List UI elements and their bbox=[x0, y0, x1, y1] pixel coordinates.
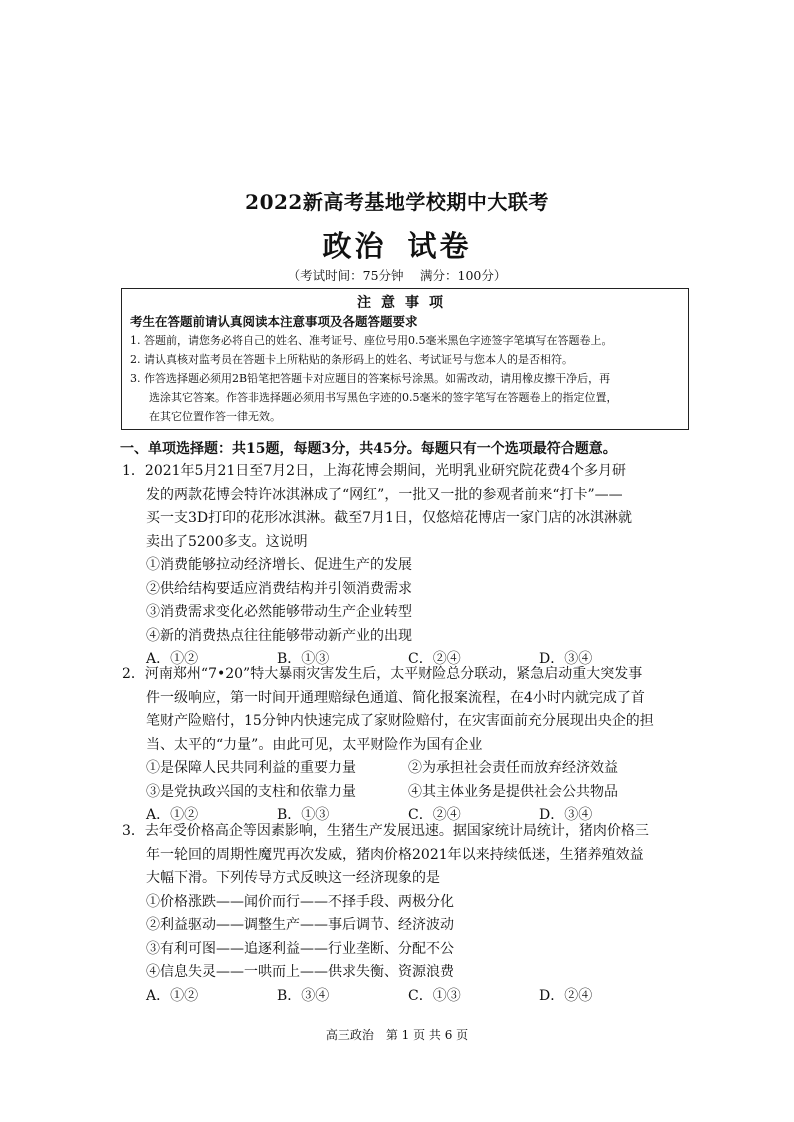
exam-meta: （考试时间：75分钟 满分：100分） bbox=[287, 268, 507, 283]
option-d: D．③④ bbox=[539, 651, 593, 667]
option-a: A．①② bbox=[146, 807, 199, 823]
option-c: C．②④ bbox=[408, 651, 461, 667]
statement: ②为承担社会责任而放弃经济效益 bbox=[408, 760, 618, 776]
statement: ③有利可图——追逐利益——行业垄断、分配不公 bbox=[146, 940, 454, 957]
option-b: B．①③ bbox=[277, 651, 330, 667]
option-a: A．①② bbox=[146, 651, 199, 667]
notice-lead: 考生在答题前请认真阅读本注意事项及各题答题要求 bbox=[130, 314, 418, 329]
question-stem-line: 大幅下滑。下列传导方式反映这一经济现象的是 bbox=[146, 870, 440, 886]
statement: ①价格涨跌——闻价而行——不择手段、两极分化 bbox=[146, 893, 454, 910]
statement: ②供给结构要适应消费结构并引领消费需求 bbox=[146, 580, 412, 597]
statement: ④其主体业务是提供社会公共物品 bbox=[408, 783, 618, 800]
question-stem-line: 笔财产险赔付，15分钟内快速完成了家财险赔付，在灾害面前充分展现出央企的担 bbox=[146, 713, 654, 729]
statement: ③消费需求变化必然能够带动生产企业转型 bbox=[146, 604, 412, 620]
question-stem-line: 卖出了5200多支。这说明 bbox=[146, 533, 308, 550]
question-stem-line: 1．2021年5月21日至7月2日，上海花博会期间，光明乳业研究院花费4个多月研 bbox=[122, 463, 626, 479]
statement-pair bbox=[122, 781, 670, 805]
exam-title: 2022新高考基地学校期中大联考 bbox=[245, 190, 549, 214]
notice-item-3-cont: 选涂其它答案。作答非选择题必须用书写黑色字迹的0.5毫米的签字笔写在答题卷上的指定位置， bbox=[149, 391, 618, 404]
question-1 bbox=[122, 460, 670, 672]
question-stem-line: 2．河南郑州“7•20”特大暴雨灾害发生后，太平财险总分联动，紧急启动重大突发事 bbox=[122, 666, 643, 682]
option-d: D．③④ bbox=[539, 807, 593, 823]
question-stem-line: 买一支3D打印的花形冰淇淋。截至7月1日，仅悠焙花博店一家门店的冰淇淋就 bbox=[146, 510, 632, 526]
notice-item-3-cont2: 在其它位置作答一律无效。 bbox=[149, 410, 281, 423]
option-a: A．①② bbox=[146, 987, 199, 1004]
option-c: C．①③ bbox=[408, 987, 461, 1004]
question-stem-line: 年一轮回的周期性魔咒再次发威，猪肉价格2021年以来持续低迷，生猪养殖效益 bbox=[146, 846, 644, 863]
answer-options bbox=[122, 985, 670, 1009]
question-stem-line: 当、太平的“力量”。由此可见，太平财险作为国有企业 bbox=[146, 736, 483, 753]
statement: ①是保障人民共同利益的重要力量 bbox=[146, 760, 356, 776]
section-heading: 一、单项选择题：共15题，每题3分，共45分。每题只有一个选项最符合题意。 bbox=[120, 441, 617, 457]
question-stem-line: 件一级响应，第一时间开通理赔绿色通道、简化报案流程，在4小时内就完成了首 bbox=[146, 689, 645, 706]
notice-box bbox=[121, 288, 689, 430]
notice-item-2: 2. 请认真核对监考员在答题卡上所粘贴的条形码上的姓名、考试证号与您本人的是否相符。 bbox=[130, 353, 573, 366]
statement: ③是党执政兴国的支柱和依靠力量 bbox=[146, 783, 356, 800]
notice-title: 注意事项 bbox=[357, 295, 453, 311]
statement: ④新的消费热点往往能够带动新产业的出现 bbox=[146, 627, 412, 644]
notice-item-3: 3. 作答选择题必须用2B铅笔把答题卡对应题目的答案标号涂黑。如需改动，请用橡皮擦干净后，再 bbox=[130, 372, 611, 385]
question-3 bbox=[122, 820, 670, 1008]
statement-pair bbox=[122, 757, 670, 781]
statement: ①消费能够拉动经济增长、促进生产的发展 bbox=[146, 557, 412, 573]
statement: ④信息失灵——一哄而上——供求失衡、资源浪费 bbox=[146, 964, 454, 980]
question-stem-line: 3．去年受价格高企等因素影响，生猪生产发展迅速。据国家统计局统计，猪肉价格三 bbox=[122, 823, 649, 839]
question-2 bbox=[122, 663, 670, 828]
option-d: D．②④ bbox=[539, 987, 593, 1004]
statement: ②利益驱动——调整生产——事后调节、经济波动 bbox=[146, 917, 454, 933]
question-stem-line: 发的两款花博会特许冰淇淋成了“网红”，一批又一批的参观者前来“打卡”—— bbox=[146, 486, 623, 503]
notice-item-1: 1. 答题前，请您务必将自己的姓名、准考证号、座位号用0.5毫米黑色字迹签字笔填写在答题卷上。 bbox=[130, 334, 613, 347]
option-b: B．③④ bbox=[277, 987, 330, 1004]
subject-title: 政治 试卷 bbox=[322, 229, 472, 263]
option-b: B．①③ bbox=[277, 807, 330, 823]
page-footer: 高三政治 第 1 页 共 6 页 bbox=[325, 1028, 469, 1042]
option-c: C．②④ bbox=[408, 807, 461, 823]
